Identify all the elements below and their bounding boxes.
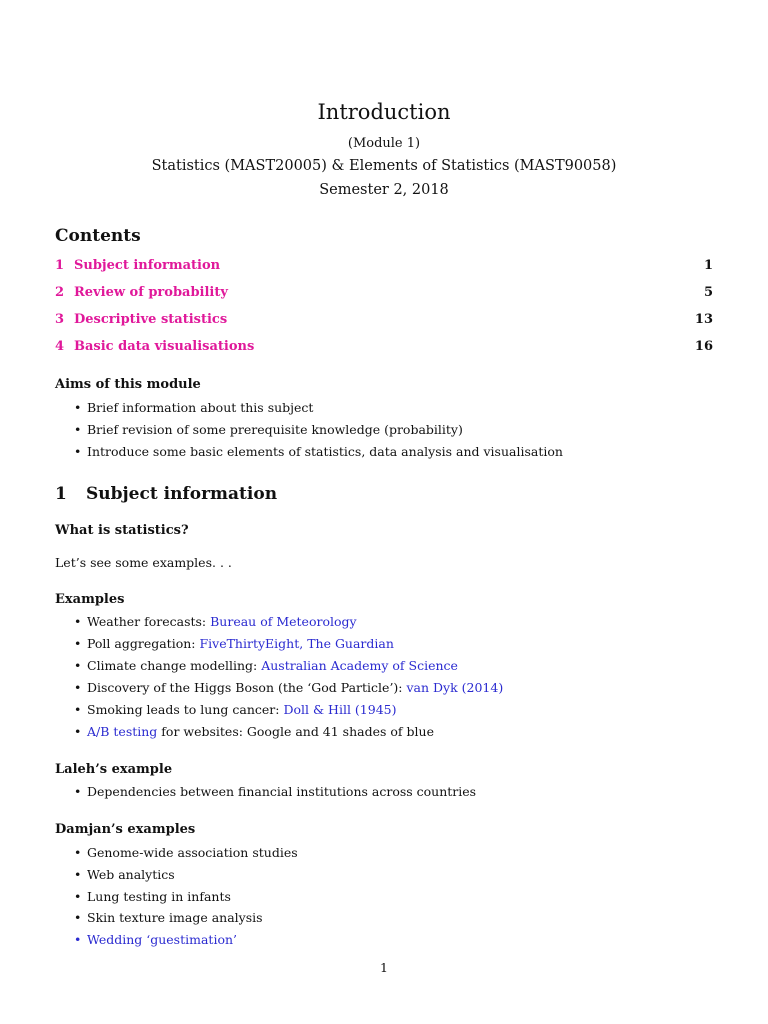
list-item: • Smoking leads to lung cancer: Doll & Hill (1945): [74, 702, 397, 717]
toc-label[interactable]: Basic data visualisations: [74, 339, 255, 354]
semester-line: Semester 2, 2018: [319, 182, 449, 198]
list-item: • Brief information about this subject: [74, 400, 314, 415]
list-item: • Discovery of the Higgs Boson (the ‘God Particle’): van Dyk (2014): [74, 680, 504, 695]
bullet-icon: •: [74, 889, 82, 904]
poll-aggregation-link[interactable]: FiveThirtyEight, The Guardian: [199, 636, 394, 651]
van-dyk-link[interactable]: van Dyk (2014): [406, 680, 504, 695]
toc-entry-basic-data-visualisations[interactable]: [55, 339, 713, 354]
subject-line: Statistics (MAST20005) & Elements of Statistics (MAST90058): [151, 158, 617, 174]
document-title: Introduction: [317, 100, 451, 124]
page-number: 1: [380, 960, 388, 975]
bureau-of-meteorology-link[interactable]: Bureau of Meteorology: [210, 614, 357, 629]
bullet-icon: •: [74, 910, 82, 925]
damjan-examples-heading: Damjan’s examples: [55, 822, 196, 837]
toc-page: 1: [703, 258, 713, 273]
section-heading: 1 Subject information: [55, 484, 278, 504]
list-item: [74, 932, 237, 947]
toc-page: 16: [694, 339, 713, 354]
toc-number: 4: [55, 339, 65, 354]
list-item: • Genome-wide association studies: [74, 845, 298, 860]
toc-page: 5: [703, 285, 713, 300]
doll-hill-link[interactable]: Doll & Hill (1945): [283, 702, 397, 717]
bullet-icon: •: [74, 724, 82, 739]
bullet-icon: •: [74, 614, 82, 629]
toc-entry-descriptive-statistics[interactable]: [55, 312, 713, 327]
bullet-icon: •: [74, 784, 82, 799]
toc-number: 2: [55, 285, 65, 300]
list-item: • Brief revision of some prerequisite knowledge (probability): [74, 422, 463, 437]
bullet-icon: •: [74, 932, 82, 947]
toc-label[interactable]: Review of probability: [74, 285, 228, 300]
ab-testing-link[interactable]: A/B testing: [87, 724, 158, 739]
list-item: • Lung testing in infants: [74, 889, 231, 904]
module-label: (Module 1): [347, 136, 421, 151]
list-item: • Introduce some basic elements of statistics, data analysis and visualisation: [74, 444, 563, 459]
bullet-icon: •: [74, 680, 82, 695]
toc-label[interactable]: Descriptive statistics: [74, 312, 228, 327]
list-item: • Weather forecasts: Bureau of Meteorology: [74, 614, 357, 629]
list-item: • Skin texture image analysis: [74, 910, 263, 925]
list-item: • Web analytics: [74, 867, 175, 882]
intro-text: Let’s see some examples. . .: [55, 555, 232, 570]
toc-number: 3: [55, 312, 65, 327]
toc-page: 13: [694, 312, 713, 327]
contents-heading: Contents: [55, 226, 141, 246]
bullet-icon: •: [74, 867, 82, 882]
bullet-icon: •: [74, 400, 82, 415]
bullet-icon: •: [74, 702, 82, 717]
laleh-example-heading: Laleh’s example: [55, 762, 173, 777]
toc-number: 1: [55, 258, 65, 273]
what-is-statistics-heading: What is statistics?: [55, 523, 189, 538]
bullet-icon: •: [74, 636, 82, 651]
bullet-icon: •: [74, 845, 82, 860]
toc-entry-subject-information[interactable]: [55, 258, 713, 273]
wedding-guestimation-link[interactable]: Wedding ‘guestimation’: [87, 932, 237, 947]
aims-heading: Aims of this module: [55, 377, 201, 392]
toc-entry-review-of-probability[interactable]: [55, 285, 713, 300]
bullet-icon: •: [74, 444, 82, 459]
australian-academy-of-science-link[interactable]: Australian Academy of Science: [261, 658, 458, 673]
list-item: • Climate change modelling: Australian Academy of Science: [74, 658, 458, 673]
list-item: • Poll aggregation: FiveThirtyEight, The Guardian: [74, 636, 394, 651]
toc-label[interactable]: Subject information: [74, 258, 221, 273]
list-item: • Dependencies between financial institutions across countries: [74, 784, 477, 799]
bullet-icon: •: [74, 658, 82, 673]
bullet-icon: •: [74, 422, 82, 437]
list-item: • A/B testing for websites: Google and 41 shades of blue: [74, 724, 434, 739]
examples-heading: Examples: [55, 592, 125, 607]
